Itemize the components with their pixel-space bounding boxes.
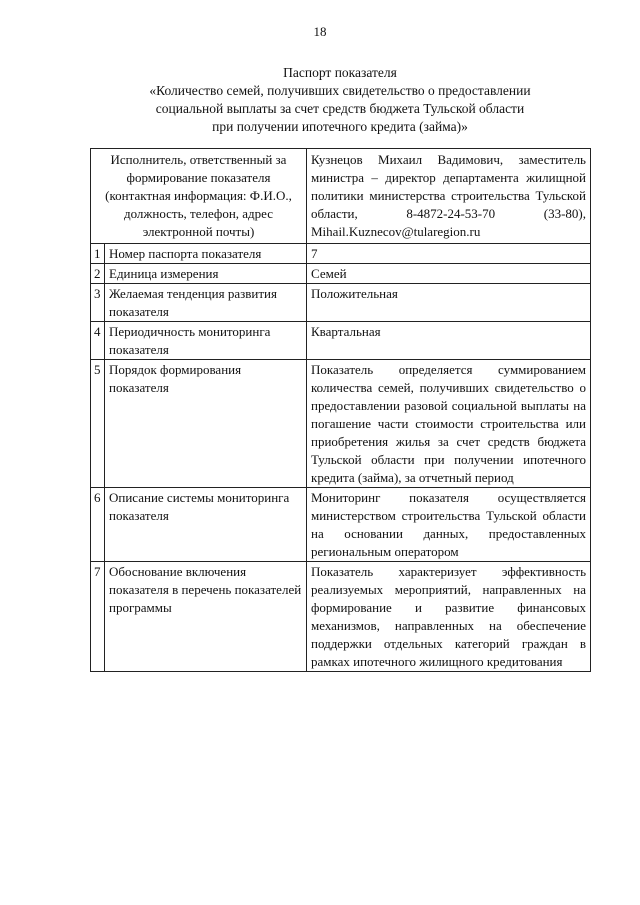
title-line-4: при получении ипотечного кредита (займа)» <box>212 119 468 134</box>
row-label: Номер паспорта показателя <box>105 244 307 264</box>
row-label: Порядок формирования показателя <box>105 360 307 488</box>
row-number: 7 <box>91 562 105 672</box>
table-row-executor <box>91 149 591 244</box>
row-number: 6 <box>91 488 105 562</box>
row-number: 3 <box>91 284 105 322</box>
row-label: Единица измерения <box>105 264 307 284</box>
row-number: 1 <box>91 244 105 264</box>
title-line-2: «Количество семей, получивших свидетельство о предоставлении <box>149 83 531 98</box>
row-value: Квартальная <box>307 322 591 360</box>
table-row <box>91 244 591 264</box>
executor-value: Кузнецов Михаил Вадимович, заместитель министра – директор департамента жилищной политики министерства строительства Тульской области, 8-4872-24-53-70 (33-80), Mihail.Kuznecov@tularegion.ru <box>307 149 591 244</box>
row-value: Положительная <box>307 284 591 322</box>
row-label: Желаемая тенденция развития показателя <box>105 284 307 322</box>
row-value: Мониторинг показателя осуществляется министерством строительства Тульской области на основании данных, предоставленных региональным оператором <box>307 488 591 562</box>
passport-table <box>90 148 591 672</box>
table-row <box>91 360 591 488</box>
executor-label: Исполнитель, ответственный за формирование показателя (контактная информация: Ф.И.О., должность, телефон, адрес электронной почты) <box>91 149 307 244</box>
row-label: Описание системы мониторинга показателя <box>105 488 307 562</box>
row-number: 2 <box>91 264 105 284</box>
title-line-3: социальной выплаты за счет средств бюджета Тульской области <box>155 101 525 116</box>
row-number: 5 <box>91 360 105 488</box>
row-value: Показатель определяется суммированием количества семей, получивших свидетельство о предоставлении разовой социальной выплаты на погашение части стоимости строительства или приобретения жилья за счет средств бюджета Тульской области при получении ипотечного кредита (займа), за отчетный период <box>307 360 591 488</box>
row-number: 4 <box>91 322 105 360</box>
row-label: Обоснование включения показателя в перечень показателей программы <box>105 562 307 672</box>
page-number: 18 <box>313 24 327 39</box>
table-row <box>91 322 591 360</box>
table-row <box>91 488 591 562</box>
table-row <box>91 562 591 672</box>
row-value: 7 <box>307 244 591 264</box>
document-title <box>90 64 590 136</box>
row-value: Семей <box>307 264 591 284</box>
table-row <box>91 284 591 322</box>
row-label: Периодичность мониторинга показателя <box>105 322 307 360</box>
table-row <box>91 264 591 284</box>
row-value: Показатель характеризует эффективность реализуемых мероприятий, направленных на формирование и развитие финансовых механизмов, направленных на обеспечение поддержки отдельных категорий граждан в рамках ипотечного жилищного кредитования <box>307 562 591 672</box>
title-line-1: Паспорт показателя <box>283 65 397 80</box>
